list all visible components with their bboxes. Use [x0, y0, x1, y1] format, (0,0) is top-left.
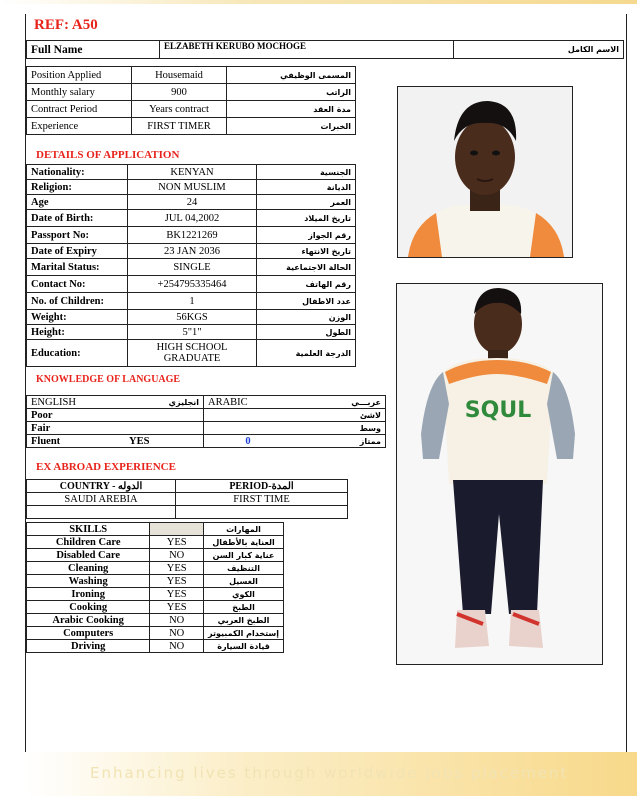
skills-header-ar: المهارات [204, 523, 284, 536]
position-row [27, 67, 356, 84]
details-value: NON MUSLIM [128, 180, 257, 195]
skill-value: NO [150, 614, 204, 627]
footer-tagline: Enhancing lives through worldwide jobs placement [90, 764, 569, 782]
skill-name-ar: عناية كبار السن [204, 549, 284, 562]
language-arabic-value: 0 [204, 435, 293, 448]
details-row [27, 210, 356, 227]
position-value: 900 [132, 84, 227, 101]
reference-number: REF: A50 [34, 17, 98, 33]
full-name-ar: الاسم الكامل [454, 41, 624, 59]
position-label-ar: الخبرات [227, 118, 356, 135]
skill-name-ar: إستخدام الكمبيوتر [204, 627, 284, 640]
skill-value: YES [150, 575, 204, 588]
abroad-period: FIRST TIME [176, 493, 348, 506]
details-value: HIGH SCHOOL GRADUATE [128, 340, 257, 367]
details-label-ar: الحالة الاجتماعية [257, 259, 356, 276]
country-header: COUNTRY - الدوله [27, 480, 176, 493]
full-name-value: ELZABETH KERUBO MOCHOGE [160, 41, 454, 59]
skill-value: NO [150, 549, 204, 562]
details-label-ar: رقم الجواز [257, 227, 356, 244]
headshot-illustration [398, 87, 572, 257]
language-english-value: YES [125, 435, 204, 448]
details-label: Height: [27, 325, 128, 340]
language-row [27, 409, 386, 422]
details-label: Age [27, 195, 128, 210]
position-value: Years contract [132, 101, 227, 118]
position-label-ar: الراتب [227, 84, 356, 101]
language-table [26, 395, 386, 448]
skill-name-ar: العناية بالأطفال [204, 536, 284, 549]
details-label-ar: تاريخ الانتهاء [257, 244, 356, 259]
skill-value: NO [150, 640, 204, 653]
position-label: Position Applied [27, 67, 132, 84]
details-label-ar: رقم الهاتف [257, 276, 356, 293]
skill-name-ar: الطبخ العربي [204, 614, 284, 627]
full-name-table [26, 40, 624, 59]
skills-row [27, 562, 284, 575]
details-row [27, 325, 356, 340]
details-row [27, 259, 356, 276]
details-row [27, 244, 356, 259]
position-label-ar: مدة العقد [227, 101, 356, 118]
position-label: Experience [27, 118, 132, 135]
details-label: Religion: [27, 180, 128, 195]
abroad-row [27, 493, 348, 506]
details-value: 5"1" [128, 325, 257, 340]
details-label: Weight: [27, 310, 128, 325]
details-label-ar: تاريخ الميلاد [257, 210, 356, 227]
english-header: ENGLISH [27, 396, 126, 409]
details-row [27, 227, 356, 244]
details-label-ar: الجنسية [257, 165, 356, 180]
language-arabic-value [204, 422, 293, 435]
position-row [27, 84, 356, 101]
skills-row [27, 536, 284, 549]
skill-name-ar: قيادة السيارة [204, 640, 284, 653]
skills-row [27, 588, 284, 601]
details-value: BK1221269 [128, 227, 257, 244]
details-label: Nationality: [27, 165, 128, 180]
skill-name: Ironing [27, 588, 150, 601]
language-title: KNOWLEDGE OF LANGUAGE [36, 374, 181, 385]
details-value: 24 [128, 195, 257, 210]
position-label: Monthly salary [27, 84, 132, 101]
skills-row [27, 601, 284, 614]
skill-name: Cooking [27, 601, 150, 614]
details-value: 23 JAN 2036 [128, 244, 257, 259]
details-label-ar: الوزن [257, 310, 356, 325]
details-value: KENYAN [128, 165, 257, 180]
skill-name: Driving [27, 640, 150, 653]
skill-name-ar: الكوي [204, 588, 284, 601]
skill-name-ar: الغسيل [204, 575, 284, 588]
abroad-table [26, 479, 348, 519]
shirt-text: SQUL [464, 398, 532, 423]
skills-header: SKILLS [27, 523, 150, 536]
details-value: JUL 04,2002 [128, 210, 257, 227]
skill-name: Children Care [27, 536, 150, 549]
language-level-ar: وسط [292, 422, 386, 435]
position-table [26, 66, 356, 135]
skills-row [27, 575, 284, 588]
language-level: Fair [27, 422, 126, 435]
details-row [27, 293, 356, 310]
arabic-header: ARABIC [204, 396, 293, 409]
language-level: Poor [27, 409, 126, 422]
details-label: Date of Expiry [27, 244, 128, 259]
details-label: Date of Birth: [27, 210, 128, 227]
position-value: FIRST TIMER [132, 118, 227, 135]
details-row [27, 276, 356, 293]
period-header: PERIOD-المدة [176, 480, 348, 493]
language-level-ar: لاشئ [292, 409, 386, 422]
abroad-country: SAUDI AREBIA [27, 493, 176, 506]
skill-name: Disabled Care [27, 549, 150, 562]
language-arabic-value [204, 409, 293, 422]
skill-name: Computers [27, 627, 150, 640]
language-level: Fluent [27, 435, 126, 448]
language-english-value [125, 409, 204, 422]
details-label-ar: الديانة [257, 180, 356, 195]
headshot-photo [397, 86, 573, 258]
details-label: Education: [27, 340, 128, 367]
skill-name-ar: التنظيف [204, 562, 284, 575]
position-row [27, 101, 356, 118]
skill-name: Washing [27, 575, 150, 588]
english-header-ar: انجليزي [125, 396, 204, 409]
skill-name-ar: الطبخ [204, 601, 284, 614]
details-row [27, 310, 356, 325]
abroad-empty-cell [27, 506, 176, 519]
details-label-ar: العمر [257, 195, 356, 210]
position-label: Contract Period [27, 101, 132, 118]
skill-value: YES [150, 601, 204, 614]
skills-table [26, 522, 284, 653]
language-english-value [125, 422, 204, 435]
position-row [27, 118, 356, 135]
language-row [27, 435, 386, 448]
details-label: Contact No: [27, 276, 128, 293]
details-label: No. of Children: [27, 293, 128, 310]
arabic-header-ar: عربـــي [292, 396, 386, 409]
skill-value: YES [150, 588, 204, 601]
skill-value: NO [150, 627, 204, 640]
skills-row [27, 627, 284, 640]
language-row [27, 422, 386, 435]
details-row [27, 180, 356, 195]
skill-value: YES [150, 562, 204, 575]
details-label-ar: الطول [257, 325, 356, 340]
skills-row [27, 549, 284, 562]
full-name-label: Full Name [27, 41, 160, 59]
full-body-illustration [397, 284, 602, 664]
full-body-photo [396, 283, 603, 665]
details-row [27, 165, 356, 180]
top-decor-bar [0, 0, 637, 4]
details-label: Marital Status: [27, 259, 128, 276]
details-label-ar: عدد الاطفال [257, 293, 356, 310]
details-row [27, 195, 356, 210]
abroad-title: EX ABROAD EXPERIENCE [36, 461, 176, 473]
details-row [27, 340, 356, 367]
skill-name: Arabic Cooking [27, 614, 150, 627]
skills-row [27, 614, 284, 627]
details-label-ar: الدرجة العلمية [257, 340, 356, 367]
language-level-ar: ممتاز [292, 435, 386, 448]
details-value: 56KGS [128, 310, 257, 325]
skills-row [27, 640, 284, 653]
details-label: Passport No: [27, 227, 128, 244]
abroad-empty-cell [176, 506, 348, 519]
details-title: DETAILS OF APPLICATION [36, 149, 180, 161]
position-value: Housemaid [132, 67, 227, 84]
details-value: 1 [128, 293, 257, 310]
details-value: SINGLE [128, 259, 257, 276]
details-table [26, 164, 356, 367]
position-label-ar: المسمى الوظيفي [227, 67, 356, 84]
skills-header-blank [150, 523, 204, 536]
details-value: +254795335464 [128, 276, 257, 293]
skill-value: YES [150, 536, 204, 549]
skill-name: Cleaning [27, 562, 150, 575]
